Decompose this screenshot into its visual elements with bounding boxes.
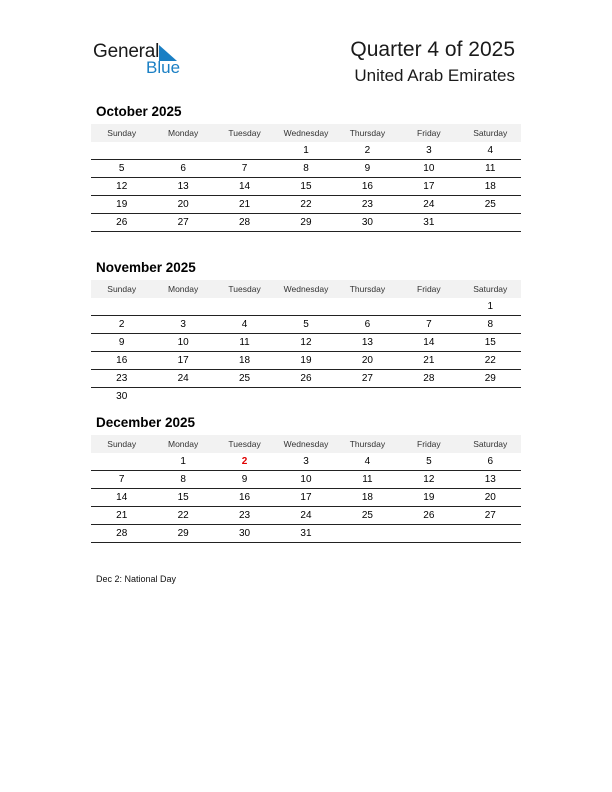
day-cell: 1 — [303, 145, 309, 156]
day-cell — [275, 388, 336, 405]
day-cell: 25 — [361, 510, 373, 521]
day-cell: 26 — [116, 217, 128, 228]
week-row — [91, 525, 521, 543]
day-cell: 13 — [177, 181, 189, 192]
day-cell: 4 — [487, 145, 494, 156]
day-cell — [152, 298, 213, 315]
day-cell: 6 — [364, 319, 371, 330]
day-cell: 22 — [484, 355, 496, 366]
day-cell: 6 — [180, 163, 186, 174]
day-cell: 30 — [239, 528, 251, 539]
day-cell: 14 — [423, 337, 435, 348]
page-subtitle: United Arab Emirates — [354, 66, 515, 85]
month-october — [91, 104, 521, 232]
day-cell: 6 — [487, 456, 494, 467]
day-cell: 3 — [426, 145, 432, 156]
day-cell: 26 — [300, 373, 312, 384]
day-cell: 7 — [118, 474, 125, 485]
week-row — [91, 471, 521, 489]
day-cell: 10 — [300, 474, 312, 485]
weekday-label: Monday — [168, 439, 199, 449]
day-cell: 17 — [177, 355, 189, 366]
day-cell: 30 — [116, 391, 128, 402]
day-cell: 31 — [300, 528, 312, 539]
day-cell — [460, 388, 521, 405]
day-cell: 31 — [423, 217, 435, 228]
logo — [93, 41, 193, 81]
day-cell: 19 — [423, 492, 435, 503]
day-cell — [152, 388, 213, 405]
week-row — [91, 214, 521, 232]
day-cell: 22 — [300, 199, 312, 210]
weekday-header-row — [91, 124, 521, 142]
week-row — [91, 160, 521, 178]
day-cell: 21 — [239, 199, 251, 210]
day-cell — [337, 525, 398, 542]
day-cell: 24 — [300, 510, 312, 521]
day-cell: 25 — [239, 373, 251, 384]
weekday-label: Saturday — [473, 284, 508, 294]
day-cell: 28 — [116, 528, 128, 539]
weekday-label: Sunday — [107, 284, 137, 294]
day-cell: 27 — [484, 510, 496, 521]
day-cell: 4 — [364, 456, 371, 467]
day-cell: 20 — [177, 199, 189, 210]
day-cell: 7 — [426, 319, 432, 330]
day-cell: 29 — [300, 217, 312, 228]
day-cell — [337, 388, 398, 405]
weekday-label: Saturday — [473, 439, 508, 449]
weekday-label: Monday — [168, 128, 199, 138]
month-title: October 2025 — [96, 104, 182, 119]
day-cell: 27 — [177, 217, 189, 228]
week-row — [91, 370, 521, 388]
day-cell: 28 — [239, 217, 251, 228]
day-cell — [460, 214, 521, 231]
day-cell: 10 — [423, 163, 435, 174]
weekday-label: Sunday — [107, 128, 137, 138]
week-row — [91, 298, 521, 316]
page-title: Quarter 4 of 2025 — [350, 38, 515, 61]
day-cell: 20 — [361, 355, 373, 366]
logo-text-general: General — [93, 41, 160, 62]
day-cell: 22 — [177, 510, 189, 521]
day-cell: 19 — [116, 199, 128, 210]
day-cell — [398, 525, 459, 542]
month-november — [91, 260, 521, 405]
day-cell — [91, 142, 152, 159]
day-cell: 12 — [300, 337, 312, 348]
weekday-label: Wednesday — [283, 128, 329, 138]
day-cell — [337, 298, 398, 315]
day-cell: 29 — [484, 373, 496, 384]
weekday-label: Friday — [417, 128, 441, 138]
day-cell: 5 — [118, 163, 125, 174]
day-cell: 9 — [118, 337, 125, 348]
day-cell: 4 — [241, 319, 248, 330]
day-cell: 5 — [303, 319, 309, 330]
day-cell: 12 — [423, 474, 435, 485]
day-cell: 23 — [239, 510, 251, 521]
weekday-label: Thursday — [349, 128, 386, 138]
day-cell: 30 — [361, 217, 373, 228]
weekday-label: Saturday — [473, 128, 508, 138]
day-cell: 19 — [300, 355, 312, 366]
day-cell: 7 — [241, 163, 248, 174]
month-december — [91, 415, 521, 543]
day-cell: 9 — [364, 163, 371, 174]
day-cell: 26 — [423, 510, 435, 521]
day-cell: 23 — [361, 199, 373, 210]
day-cell: 16 — [239, 492, 251, 503]
day-cell: 8 — [487, 319, 494, 330]
day-cell: 15 — [300, 181, 312, 192]
day-cell: 2 — [118, 319, 125, 330]
day-cell: 18 — [484, 181, 496, 192]
day-cell: 25 — [484, 199, 496, 210]
day-cell: 1 — [487, 301, 494, 312]
day-cell: 21 — [116, 510, 128, 521]
day-cell: 1 — [180, 456, 186, 467]
weekday-label: Tuesday — [228, 439, 261, 449]
holiday-day-cell: 2 — [241, 456, 248, 467]
day-cell: 8 — [303, 163, 309, 174]
day-cell: 20 — [484, 492, 496, 503]
week-row — [91, 453, 521, 471]
day-cell — [91, 298, 152, 315]
day-cell: 14 — [239, 181, 251, 192]
day-cell: 11 — [362, 474, 373, 485]
weekday-label: Wednesday — [283, 439, 329, 449]
weekday-label: Tuesday — [228, 128, 261, 138]
day-cell: 8 — [180, 474, 186, 485]
day-cell — [275, 298, 336, 315]
day-cell: 3 — [303, 456, 309, 467]
day-cell: 21 — [423, 355, 435, 366]
day-cell: 17 — [300, 492, 312, 503]
day-cell: 13 — [361, 337, 373, 348]
week-row — [91, 334, 521, 352]
weekday-label: Friday — [417, 439, 441, 449]
week-row — [91, 507, 521, 525]
day-cell: 11 — [485, 163, 496, 174]
day-cell — [214, 298, 275, 315]
day-cell: 10 — [177, 337, 189, 348]
week-row — [91, 352, 521, 370]
day-cell — [398, 388, 459, 405]
day-cell: 13 — [484, 474, 496, 485]
week-row — [91, 196, 521, 214]
weekday-label: Wednesday — [283, 284, 329, 294]
logo-text-blue: Blue — [146, 58, 181, 77]
weekday-label: Sunday — [107, 439, 137, 449]
day-cell: 5 — [426, 456, 432, 467]
day-cell — [214, 142, 275, 159]
day-cell: 24 — [423, 199, 435, 210]
day-cell: 23 — [116, 373, 128, 384]
weekday-label: Tuesday — [228, 284, 261, 294]
day-cell — [152, 142, 213, 159]
month-title: December 2025 — [96, 415, 196, 430]
day-cell — [398, 298, 459, 315]
week-row — [91, 388, 521, 405]
week-row — [91, 142, 521, 160]
week-row — [91, 489, 521, 507]
day-cell: 16 — [116, 355, 128, 366]
weekday-label: Friday — [417, 284, 441, 294]
holiday-notes — [96, 574, 176, 584]
day-cell — [91, 453, 152, 470]
weekday-header-row — [91, 280, 521, 298]
weekday-label: Monday — [168, 284, 199, 294]
day-cell: 18 — [361, 492, 373, 503]
day-cell: 29 — [177, 528, 189, 539]
day-cell — [460, 525, 521, 542]
day-cell: 11 — [239, 337, 250, 348]
day-cell: 12 — [116, 181, 128, 192]
day-cell: 24 — [177, 373, 189, 384]
month-title: November 2025 — [96, 260, 196, 275]
weekday-label: Thursday — [349, 439, 386, 449]
day-cell: 15 — [177, 492, 189, 503]
week-row — [91, 316, 521, 334]
day-cell — [214, 388, 275, 405]
week-row — [91, 178, 521, 196]
day-cell: 15 — [484, 337, 496, 348]
weekday-label: Thursday — [349, 284, 386, 294]
day-cell: 28 — [423, 373, 435, 384]
day-cell: 18 — [239, 355, 251, 366]
day-cell: 16 — [361, 181, 373, 192]
day-cell: 3 — [180, 319, 186, 330]
weekday-header-row — [91, 435, 521, 453]
day-cell: 27 — [361, 373, 373, 384]
day-cell: 17 — [423, 181, 435, 192]
day-cell: 2 — [364, 145, 371, 156]
day-cell: 14 — [116, 492, 128, 503]
holiday-note: Dec 2: National Day — [96, 574, 177, 584]
day-cell: 9 — [241, 474, 248, 485]
